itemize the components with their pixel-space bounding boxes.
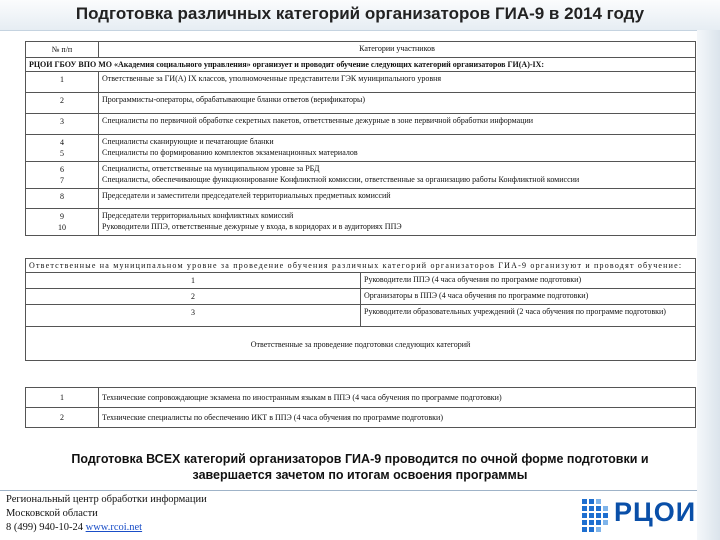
- table1-intro: РЦОИ ГБОУ ВПО МО «Академия социального управления» организует и проводит обучение следующих категорий организаторов ГИ(А)-IX:: [26, 58, 696, 72]
- row-number-10: 10: [58, 223, 66, 232]
- col-num-header: № п/п: [26, 42, 99, 58]
- row-text: Ответственные за ГИ(А) IX классов, уполномоченные представители ГЭК муниципального уровня: [99, 72, 696, 93]
- row-number-5: 5: [60, 149, 64, 158]
- row-text-9: Председатели территориальных конфликтных комиссий: [102, 211, 294, 220]
- footer-contact: [6, 521, 207, 535]
- row-number: 3: [26, 114, 99, 135]
- row-number-9: 9: [60, 212, 64, 221]
- row-text: Председатели и заместители председателей территориальных предметных комиссий: [99, 189, 696, 209]
- row-text-6: Специалисты, ответственные на муниципальном уровне за РБД: [102, 164, 320, 173]
- table-row: [26, 289, 696, 305]
- technical-training-table: [25, 387, 696, 428]
- slide-title: Подготовка различных категорий организаторов ГИА-9 в 2014 году: [75, 4, 645, 23]
- footer-website-link[interactable]: www.rcoi.net: [85, 522, 143, 533]
- row-number-7: 7: [60, 176, 64, 185]
- row-number: [26, 135, 99, 162]
- table2-intro: Ответственные на муниципальном уровне за проведение обучения различных категорий организаторов ГИА-9 организуют и проводят обучение:: [26, 259, 696, 273]
- row-text: Программисты-операторы, обрабатывающие бланки ответов (верификаторы): [99, 93, 696, 114]
- row-text-10: Руководители ППЭ, ответственные дежурные у входа, в коридорах и в аудиториях ППЭ: [102, 222, 402, 231]
- municipal-training-table: [25, 258, 696, 361]
- table-row: [26, 114, 696, 135]
- table-row: [26, 135, 696, 162]
- table-row: [26, 388, 696, 408]
- table-row: [26, 93, 696, 114]
- footer-divider: [0, 490, 697, 491]
- row-text: Организаторы в ППЭ (4 часа обучения по программе подготовки): [361, 289, 696, 305]
- footer-phone: 8 (499) 940-10-24: [6, 522, 83, 533]
- table-row: [26, 162, 696, 189]
- row-number: 2: [26, 289, 361, 305]
- row-number-6: 6: [60, 165, 64, 174]
- row-text: Технические сопровождающие экзамена по иностранным языкам в ППЭ (4 часа обучения по программе подготовки): [99, 388, 696, 408]
- footer: [6, 493, 207, 535]
- row-text-5: Специалисты по формированию комплектов экзаменационных материалов: [102, 148, 358, 157]
- row-number: [26, 209, 99, 236]
- row-text-7: Специалисты, обеспечивающие функционирование Конфликтной комиссии, ответственные за организацию работы Конфликтной комиссии: [102, 175, 580, 184]
- row-text: Технические специалисты по обеспечению ИКТ в ППЭ (4 часа обучения по программе подготовки): [99, 408, 696, 428]
- table-row: [26, 408, 696, 428]
- row-text-4: Специалисты сканирующие и печатающие бланки: [102, 137, 274, 146]
- table-row: [26, 189, 696, 209]
- categories-table: [25, 41, 696, 236]
- row-number: 1: [26, 273, 361, 289]
- footer-org-line2: Московской области: [6, 508, 98, 519]
- title-bar: [0, 0, 720, 31]
- row-text: [99, 209, 696, 236]
- table-header-row: [26, 327, 696, 361]
- row-text: Специалисты по первичной обработке секретных пакетов, ответственные дежурные в зоне первичной обработки информации: [99, 114, 696, 135]
- table-intro-row: [26, 259, 696, 273]
- footer-org-line1: Региональный центр обработки информации: [6, 494, 207, 505]
- table-header-row: [26, 42, 696, 58]
- table-row: [26, 72, 696, 93]
- table-intro-row: [26, 58, 696, 72]
- table3-header: Ответственные за проведение подготовки следующих категорий: [26, 327, 696, 361]
- row-text: [99, 162, 696, 189]
- table-row: [26, 305, 696, 327]
- table-row: [26, 273, 696, 289]
- row-text: [99, 135, 696, 162]
- row-number: 2: [26, 93, 99, 114]
- row-number: 8: [26, 189, 99, 209]
- decorative-side-strip: [697, 30, 720, 540]
- table-row: [26, 209, 696, 236]
- row-number: 1: [26, 388, 99, 408]
- row-number: 2: [26, 408, 99, 428]
- row-text: Руководители ППЭ (4 часа обучения по программе подготовки): [361, 273, 696, 289]
- row-number: 1: [26, 72, 99, 93]
- row-text: Руководители образовательных учреждений (2 часа обучения по программе подготовки): [361, 305, 696, 327]
- row-number-4: 4: [60, 138, 64, 147]
- row-number: [26, 162, 99, 189]
- col-category-header: Категории участников: [99, 42, 696, 58]
- row-number: 3: [26, 305, 361, 327]
- summary-text: Подготовка ВСЕХ категорий организаторов ГИА-9 проводится по очной форме подготовки и завершается зачетом по итогам освоения программы: [71, 452, 649, 482]
- logo-text: РЦОИ: [614, 497, 697, 527]
